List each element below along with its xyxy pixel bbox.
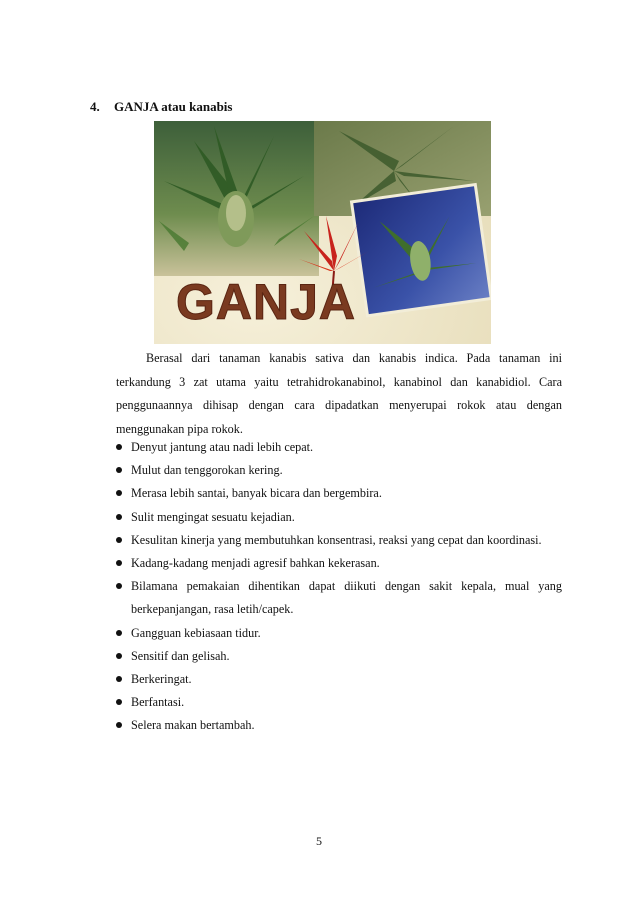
list-item: Kadang-kadang menjadi agresif bahkan kekerasan. xyxy=(116,552,562,575)
section-title: GANJA atau kanabis xyxy=(114,99,233,114)
bullet-icon xyxy=(116,560,122,566)
bullet-icon xyxy=(116,583,122,589)
list-item: Berfantasi. xyxy=(116,691,562,714)
bullet-icon xyxy=(116,699,122,705)
section-heading xyxy=(90,99,232,115)
bullet-icon xyxy=(116,722,122,728)
list-item: Selera makan bertambah. xyxy=(116,714,562,737)
ganja-logo-text: GANJA xyxy=(176,274,357,330)
bullet-icon xyxy=(116,514,122,520)
list-item: Sensitif dan gelisah. xyxy=(116,645,562,668)
list-item: Denyut jantung atau nadi lebih cepat. xyxy=(116,436,562,459)
bullet-icon xyxy=(116,537,122,543)
bullet-icon xyxy=(116,444,122,450)
list-item: Berkeringat. xyxy=(116,668,562,691)
list-item: Kesulitan kinerja yang membutuhkan konsentrasi, reaksi yang cepat dan koordinasi. xyxy=(116,529,562,552)
bullet-icon xyxy=(116,467,122,473)
ganja-illustration xyxy=(154,121,491,344)
list-item: Sulit mengingat sesuatu kejadian. xyxy=(116,506,562,529)
section-number: 4. xyxy=(90,99,100,114)
bullet-icon xyxy=(116,630,122,636)
bullet-icon xyxy=(116,653,122,659)
list-item: Mulut dan tenggorokan kering. xyxy=(116,459,562,482)
bullet-icon xyxy=(116,676,122,682)
bullet-icon xyxy=(116,490,122,496)
intro-text: Berasal dari tanaman kanabis sativa dan kanabis indica. Pada tanaman ini terkandung 3 zat utama yaitu tetrahidrokanabinol, kanabinol dan kanabidiol. Cara penggunaannya dihisap dengan cara dipadatkan menyerupai rokok atau dengan menggunakan pipa rokok. xyxy=(116,351,562,436)
effects-list xyxy=(116,436,562,738)
list-item: Bilamana pemakaian dihentikan dapat diikuti dengan sakit kepala, mual yang berkepanjangan, rasa letih/capek. xyxy=(116,575,562,621)
intro-paragraph xyxy=(116,347,562,441)
list-item: Merasa lebih santai, banyak bicara dan bergembira. xyxy=(116,482,562,505)
page-number: 5 xyxy=(316,834,322,848)
list-item: Gangguan kebiasaan tidur. xyxy=(116,622,562,645)
